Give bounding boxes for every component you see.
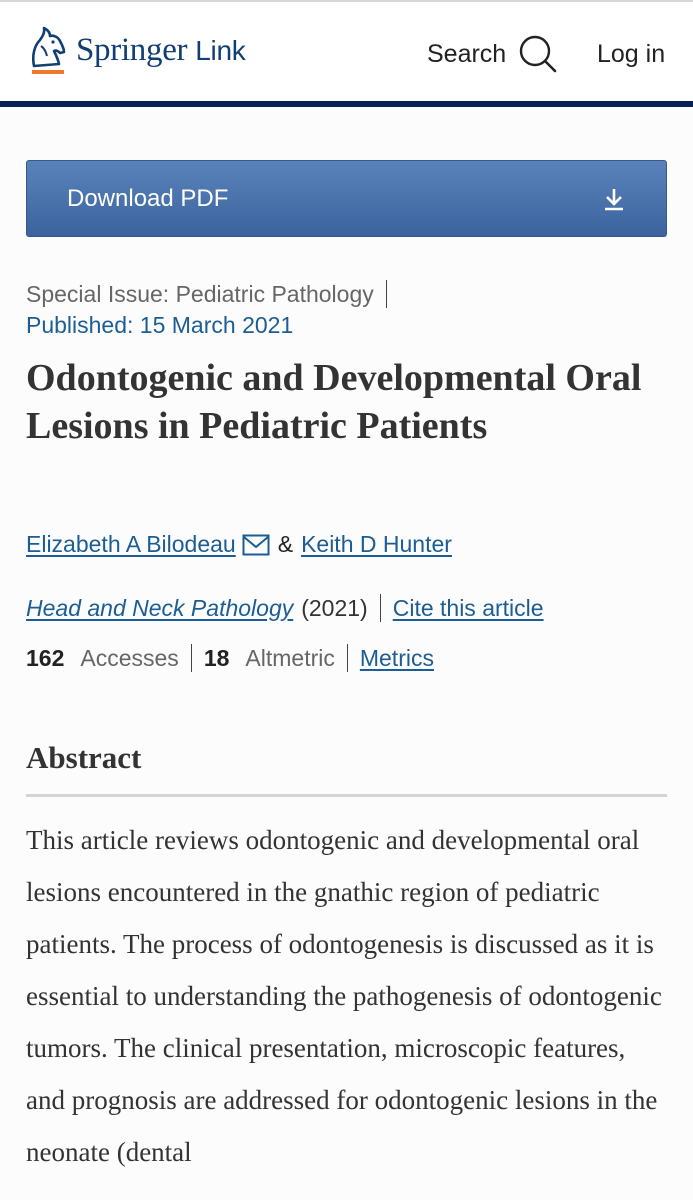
site-header — [0, 0, 693, 101]
meta-separator — [380, 594, 381, 622]
altmetric-count: 18 — [203, 644, 230, 671]
meta-separator — [347, 644, 348, 672]
springer-link-logo[interactable] — [26, 26, 245, 80]
abstract-heading: Abstract — [26, 740, 142, 775]
email-icon[interactable] — [242, 534, 270, 556]
header-accent-rule — [0, 101, 693, 107]
article-title: Odontogenic and Developmental Oral Lesions in Pediatric Patients — [26, 357, 642, 447]
logo-brand: Springer — [76, 32, 188, 68]
article-metrics-row — [26, 644, 434, 672]
journal-link[interactable]: Head and Neck Pathology — [26, 594, 294, 621]
login-link[interactable]: Log in — [597, 40, 666, 68]
author-separator: & — [277, 531, 294, 557]
metrics-link[interactable]: Metrics — [359, 644, 434, 671]
springer-horse-icon — [26, 26, 68, 78]
abstract-divider — [26, 794, 667, 797]
altmetric-label: Altmetric — [245, 644, 335, 671]
search-button[interactable] — [427, 32, 558, 76]
author-list — [26, 531, 452, 558]
journal-year: (2021) — [301, 594, 368, 621]
download-pdf-button[interactable] — [26, 160, 667, 237]
download-pdf-label: Download PDF — [67, 184, 229, 212]
published-date: Published: 15 March 2021 — [26, 312, 294, 338]
download-icon — [602, 187, 626, 211]
meta-separator — [191, 644, 192, 672]
meta-separator — [386, 280, 387, 308]
journal-row — [26, 594, 544, 622]
search-icon — [518, 34, 558, 74]
author-link-2[interactable]: Keith D Hunter — [301, 531, 452, 557]
abstract-text: This article reviews odontogenic and developmental oral lesions encountered in the gnathic region of pediatric patients. The process of odontogenesis is discussed as it is essential to understanding the pathogenesis of odontogenic tumors. The clinical presentation, microscopic features, and prognosis are addressed for odontogenic lesions in the neonate (dental — [26, 825, 662, 1167]
accesses-label: Accesses — [80, 644, 179, 671]
search-label: Search — [427, 39, 507, 68]
special-issue-text: Special Issue: Pediatric Pathology — [26, 281, 374, 307]
accesses-count: 162 — [26, 644, 65, 671]
special-issue-label — [26, 280, 399, 308]
logo-product: Link — [195, 35, 246, 66]
logo-wordmark — [76, 32, 245, 69]
cite-article-link[interactable]: Cite this article — [392, 594, 544, 621]
author-link-1[interactable]: Elizabeth A Bilodeau — [26, 531, 236, 557]
